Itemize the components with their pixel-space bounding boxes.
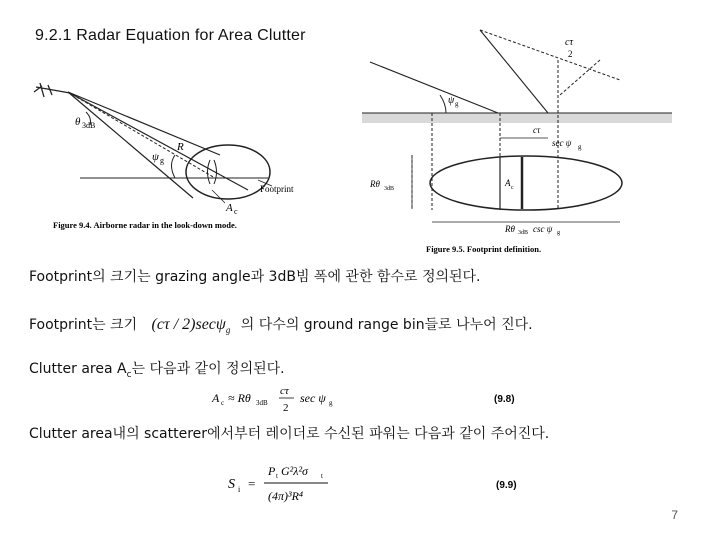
eq98-tail: sec ψ — [300, 391, 326, 405]
label-theta-sub: 3dB — [82, 121, 96, 130]
text-line-4: Clutter area내의 scatterer에서부터 레이더로 수신된 파워는 다음과 같이 주어진다. — [29, 426, 550, 442]
label-R0: Rθ — [370, 179, 380, 189]
label-Ac-right: A — [505, 178, 511, 188]
aircraft-icon — [34, 83, 70, 97]
label-bottom-tail-sub: g — [557, 230, 560, 236]
figure-airborne-radar — [34, 83, 294, 230]
eq99-num-sub: t — [276, 472, 278, 480]
text-line-2-pre: Footprint는 크기 — [29, 317, 138, 333]
label-psi-sub: g — [160, 156, 164, 165]
page-number: 7 — [671, 508, 678, 522]
eq99-equals: = — [248, 476, 256, 491]
figures — [0, 0, 720, 260]
eq99-lhs: S — [228, 477, 235, 492]
eq98-mid-sub: 3dB — [256, 399, 268, 407]
label-Ac: A — [226, 202, 233, 214]
eq99-num-rest: G²λ²σ — [281, 464, 308, 478]
label-theta: θ — [75, 116, 81, 128]
eq99-num-rest-sub: t — [321, 472, 323, 480]
inline-equation: (cτ / 2)secψ$_g$ — [151, 316, 231, 336]
eq98-frac-num: cτ — [280, 385, 289, 397]
label-sec: sec ψ — [552, 138, 572, 148]
label-footprint: Footprint — [260, 184, 294, 194]
equation-9-9 — [228, 458, 528, 513]
slide-title: 9.2.1 Radar Equation for Area Clutter — [35, 27, 306, 44]
text-line-1: Footprint의 크기는 grazing angle과 3dB빔 폭에 관한 함수로 정의된다. — [29, 269, 481, 285]
eq98-number: (9.8) — [494, 394, 515, 405]
label-R0-sub: 3dB — [384, 186, 395, 192]
figure-footprint-definition — [362, 30, 672, 254]
label-psi-right-sub: g — [455, 100, 459, 108]
eq99-number: (9.9) — [496, 480, 517, 491]
eq98-frac-den: 2 — [283, 402, 289, 414]
label-ctau-sec: cτ — [533, 125, 541, 135]
label-psi: ψ — [152, 151, 159, 163]
eq98-lhs-sub: c — [221, 399, 225, 407]
label-sec-sub: g — [578, 143, 582, 151]
text-line-2-post: 의 다수의 ground range bin들로 나누어 진다. — [240, 317, 533, 333]
label-R: R — [177, 141, 184, 153]
label-Ac-right-sub: c — [511, 185, 514, 191]
label-bottom-sub: 3dB — [518, 230, 529, 236]
eq99-num: P — [268, 464, 276, 478]
figure-caption-right: Figure 9.5. Footprint definition. — [426, 244, 542, 254]
label-Ac-sub: c — [234, 207, 238, 216]
text-line-2 — [29, 314, 533, 335]
figure-caption-left: Figure 9.4. Airborne radar in the look-down mode. — [53, 220, 237, 230]
equation-9-8 — [212, 382, 515, 419]
label-psi-right: ψ — [448, 95, 455, 106]
label-bottom-tail: csc ψ — [533, 224, 553, 234]
eq98-mid: ≈ Rθ — [228, 391, 251, 405]
eq98-lhs: A — [212, 391, 220, 405]
eq99-lhs-sub: i — [238, 485, 241, 494]
eq99-den: (4π)³R⁴ — [268, 489, 304, 503]
eq98-tail-sub: g — [329, 399, 333, 407]
label-bottom: Rθ — [505, 224, 515, 234]
label-ctau-half: cτ — [565, 37, 574, 48]
text-line-3: Clutter area $A_c$는 다음과 같이 정의된다. — [29, 361, 285, 380]
label-two: 2 — [568, 49, 573, 59]
